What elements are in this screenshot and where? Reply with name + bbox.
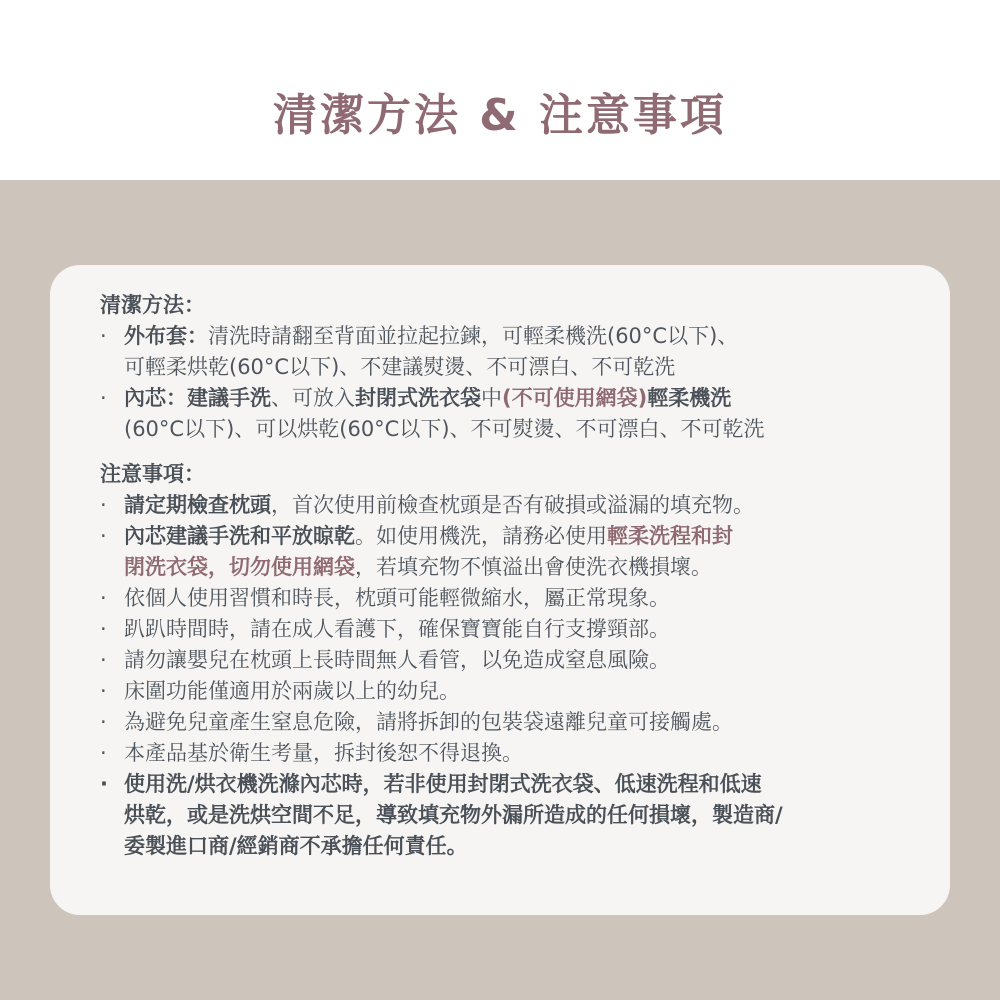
note-text: 請勿讓嬰兒在枕頭上長時間無人看管，以免造成窒息風險。: [124, 648, 670, 672]
note-line: 使用洗/烘衣機洗滌內芯時，若非使用封閉式洗衣袋、低速洗程和低速: [124, 772, 762, 796]
bullet: ·: [100, 679, 107, 703]
note-item: [100, 645, 910, 676]
bullet: ·: [100, 386, 107, 410]
core-gentle: 輕柔機洗: [647, 386, 732, 410]
note-item: [100, 583, 910, 614]
bullet: ·: [100, 617, 107, 641]
note-line: [124, 552, 910, 583]
note-text: 為避免兒童產生窒息危險，請將拆卸的包裝袋遠離兒童可接觸處。: [124, 710, 733, 734]
note-item: [100, 614, 910, 645]
cleaning-item-cover: [100, 321, 910, 383]
note-item: [100, 738, 910, 769]
notes-heading: 注意事項：: [100, 462, 205, 486]
note-text: 床圍功能僅適用於兩歲以上的幼兒。: [124, 679, 460, 703]
note-text: 本產品基於衛生考量，拆封後恕不得退換。: [124, 741, 523, 765]
cleaning-item-core: [100, 383, 910, 445]
note-line: 委製進口商/經銷商不承擔任何責任。: [124, 834, 468, 858]
core-text: 、可放入: [271, 386, 355, 410]
note-item: [100, 490, 910, 521]
note-line: 烘乾，或是洗烘空間不足，導致填充物外漏所造成的任何損壞，製造商/: [124, 803, 783, 827]
note-accent: 輕柔洗程和封: [607, 524, 733, 548]
header: [0, 0, 1000, 180]
bullet: ·: [100, 586, 107, 610]
bullet: ·: [100, 524, 107, 548]
bullet: ·: [100, 772, 108, 796]
notes-list: [100, 490, 910, 862]
note-item-disclaimer: [100, 769, 910, 862]
note-text: ，首次使用前檢查枕頭是否有破損或溢漏的填充物。: [271, 493, 754, 517]
note-text: 依個人使用習慣和時長，枕頭可能輕微縮水，屬正常現象。: [124, 586, 670, 610]
cleaning-item-line: [124, 383, 910, 414]
note-accent: 閉洗衣袋，切勿使用網袋: [124, 555, 355, 579]
cover-text: 清洗時請翻至背面並拉起拉鍊，可輕柔機洗(60°C以下)、: [208, 324, 739, 348]
cleaning-item-line: (60°C以下)、可以烘乾(60°C以下)、不可熨燙、不可漂白、不可乾洗: [124, 417, 765, 441]
page-title: 清潔方法 & 注意事項: [272, 90, 727, 141]
bullet: ·: [100, 741, 107, 765]
note-text: ，若填充物不慎溢出會使洗衣機損壞。: [355, 555, 712, 579]
cleaning-item-line: [124, 321, 910, 352]
note-bold: 內芯建議手洗和平放晾乾: [124, 524, 355, 548]
card-content: [100, 290, 910, 862]
note-text: 。如使用機洗，請務必使用: [355, 524, 607, 548]
core-bag: 封閉式洗衣袋: [355, 386, 481, 410]
spacer: [100, 445, 910, 459]
cleaning-heading: 清潔方法：: [100, 293, 205, 317]
bullet: ·: [100, 648, 107, 672]
bullet: ·: [100, 493, 107, 517]
bullet: ·: [100, 324, 107, 348]
note-item: [100, 676, 910, 707]
note-item: [100, 521, 910, 583]
cleaning-item-line: 可輕柔烘乾(60°C以下)、不建議熨燙、不可漂白、不可乾洗: [124, 355, 676, 379]
note-line: [124, 521, 910, 552]
core-warning: (不可使用網袋): [502, 386, 648, 410]
cover-label: 外布套：: [124, 324, 208, 348]
bullet: ·: [100, 710, 107, 734]
note-item: [100, 707, 910, 738]
core-label: 內芯：建議手洗: [124, 386, 271, 410]
note-text: 趴趴時間時，請在成人看護下，確保寶寶能自行支撐頸部。: [124, 617, 670, 641]
note-bold: 請定期檢查枕頭: [124, 493, 271, 517]
cleaning-list: [100, 321, 910, 445]
core-text: 中: [481, 386, 502, 410]
